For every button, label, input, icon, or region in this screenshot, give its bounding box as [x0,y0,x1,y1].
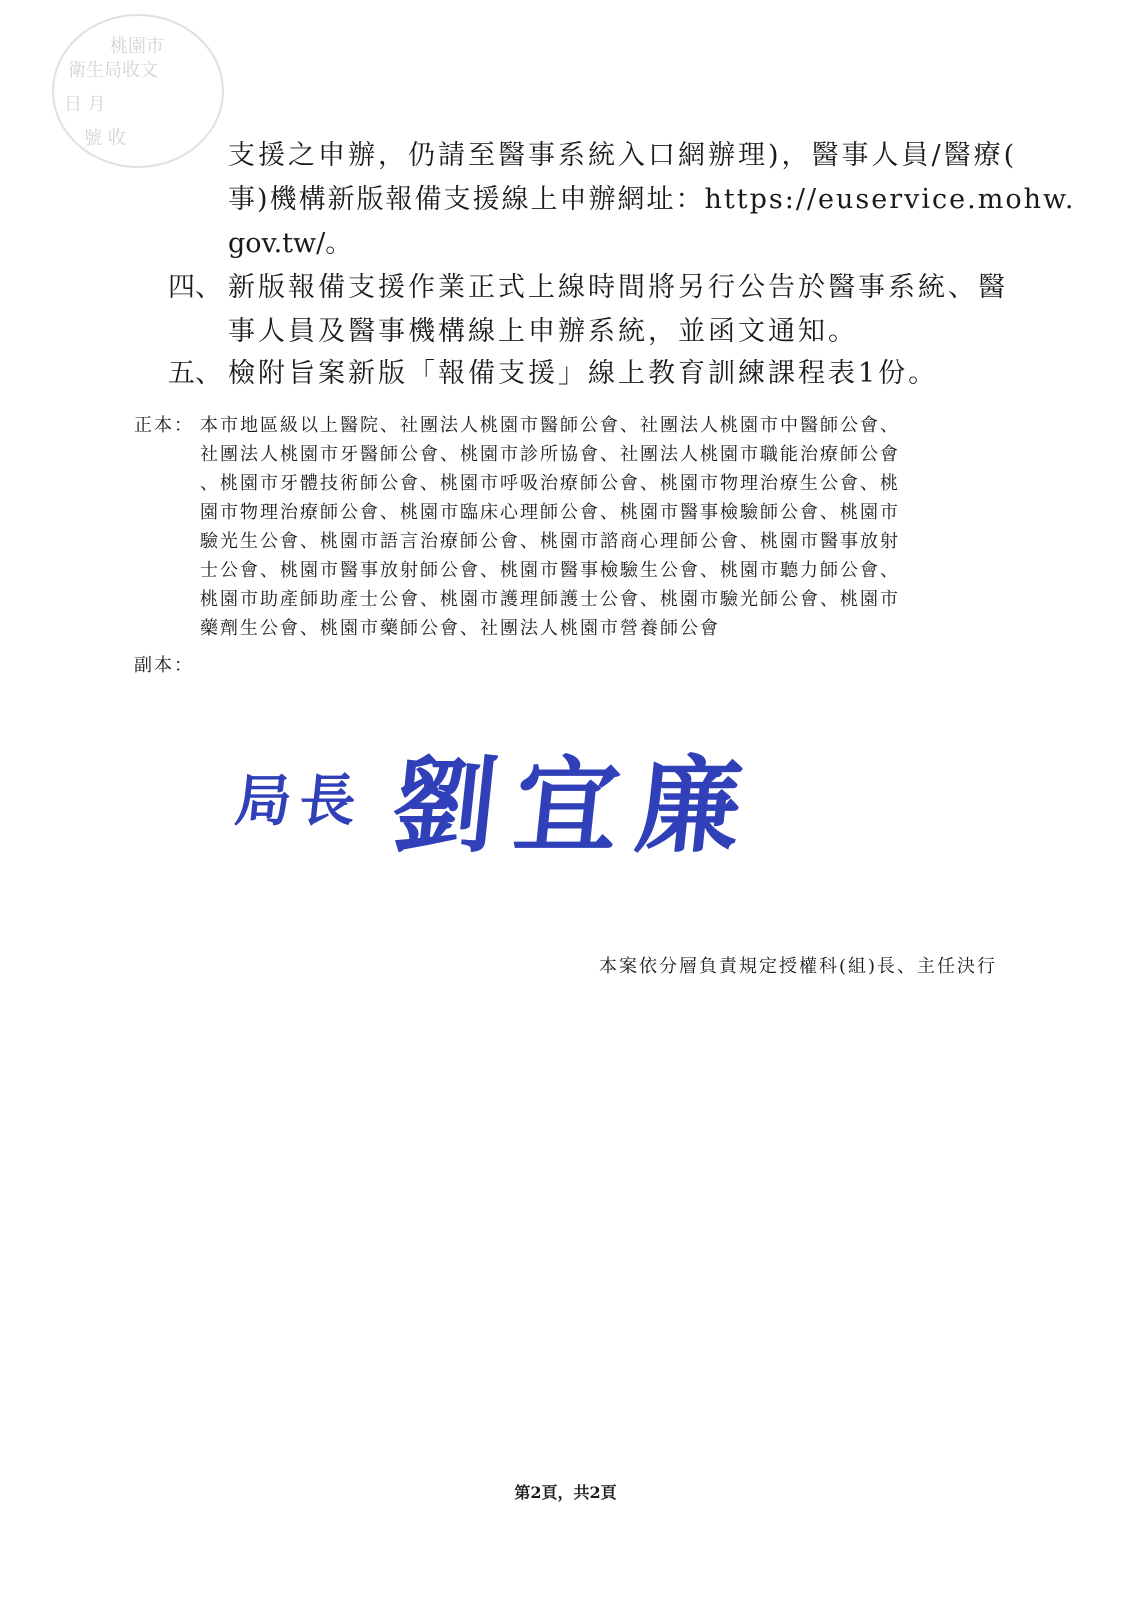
delegation-note: 本案依分層負責規定授權科(組)長、主任決行 [598,956,997,977]
item-line: 事人員及醫事機構線上申辦系統，並函文通知。 [228,316,858,347]
stamp-line: 衛生局收文 [68,60,158,81]
item-number: 五、 [168,358,222,389]
continuation-line: 事)機構新版報備支援線上申辦網址：https://euservice.mohw. [228,184,1076,215]
primary-recipients-line: 本市地區級以上醫院、社團法人桃園市醫師公會、社團法人桃園市中醫師公會、 [200,415,900,436]
stamp-line: 日 月 [64,94,106,115]
primary-recipients-line: 園市物理治療師公會、桃園市臨床心理師公會、桃園市醫事檢驗師公會、桃園市 [200,502,900,523]
item-line: 新版報備支援作業正式上線時間將另行公告於醫事系統、醫 [228,272,1008,303]
primary-recipients-label: 正本： [134,415,194,436]
primary-recipients-line: 藥劑生公會、桃園市藥師公會、社團法人桃園市營養師公會 [200,618,720,639]
primary-recipients-line: 桃園市助產師助產士公會、桃園市護理師護士公會、桃園市驗光師公會、桃園市 [200,589,900,610]
primary-recipients-line: 社團法人桃園市牙醫師公會、桃園市診所協會、社團法人桃園市職能治療師公會 [200,444,900,465]
primary-recipients-line: 、桃園市牙體技術師公會、桃園市呼吸治療師公會、桃園市物理治療生公會、桃 [200,473,900,494]
item-line: 檢附旨案新版「報備支援」線上教育訓練課程表1份。 [228,358,939,389]
page-number: 第2頁，共2頁 [514,1483,617,1502]
primary-recipients-line: 士公會、桃園市醫事放射師公會、桃園市醫事檢驗生公會、桃園市聽力師公會、 [200,560,900,581]
continuation-line: 支援之申辦，仍請至醫事系統入口網辦理)，醫事人員/醫療( [228,140,1018,171]
director-signature [232,732,766,867]
continuation-line: gov.tw/。 [228,228,353,259]
primary-recipients-line: 驗光生公會、桃園市語言治療師公會、桃園市諮商心理師公會、桃園市醫事放射 [200,531,900,552]
item-number: 四、 [168,272,222,303]
received-stamp [52,14,224,168]
stamp-line: 桃園市 [110,36,164,57]
cc-recipients-label: 副本： [134,655,194,676]
signature-name: 劉宜廉 [386,744,766,867]
signature-title: 局長 [232,768,368,834]
stamp-line: 號 收 [84,128,126,149]
